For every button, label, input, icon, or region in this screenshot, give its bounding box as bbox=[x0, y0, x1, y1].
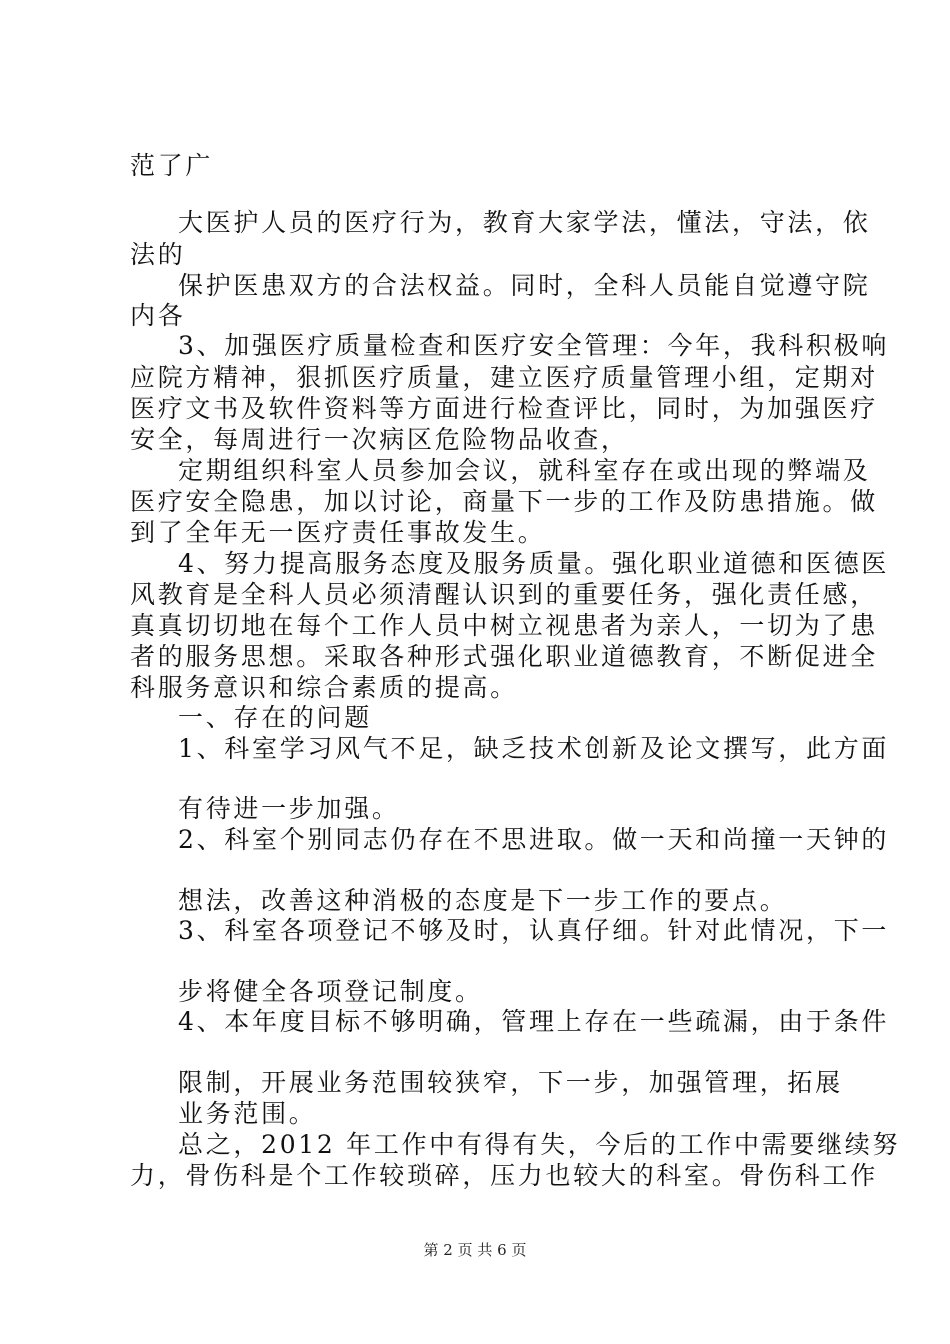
text-line: 应院方精神，狠抓医疗质量，建立医疗质量管理小组，定期对 bbox=[130, 363, 878, 392]
text-line: 想法，改善这种消极的态度是下一步工作的要点。 bbox=[178, 886, 788, 915]
page-number-footer: 第 2 页 共 6 页 bbox=[423, 1241, 527, 1259]
text-line: 医疗文书及软件资料等方面进行检查评比，同时，为加强医疗 bbox=[130, 394, 878, 423]
text-line: 1、科室学习风气不足，缺乏技术创新及论文撰写，此方面 bbox=[178, 734, 890, 763]
text-line: 定期组织科室人员参加会议，就科室存在或出现的弊端及 bbox=[178, 456, 871, 485]
text-line: 有待进一步加强。 bbox=[178, 794, 400, 823]
text-line: 真真切切地在每个工作人员中树立视患者为亲人，一切为了患 bbox=[130, 611, 878, 640]
text-line: 3、加强医疗质量检查和医疗安全管理：今年，我科积极响 bbox=[178, 331, 890, 360]
text-line: 限制，开展业务范围较狭窄，下一步，加强管理，拓展 bbox=[178, 1068, 843, 1097]
text-line: 力，骨伤科是个工作较琐碎，压力也较大的科室。骨伤科工作 bbox=[130, 1161, 878, 1190]
text-line: 医疗安全隐患，加以讨论，商量下一步的工作及防患措施。做 bbox=[130, 487, 878, 516]
text-line: 风教育是全科人员必须清醒认识到的重要任务，强化责任感， bbox=[130, 580, 878, 609]
text-line: 4、本年度目标不够明确，管理上存在一些疏漏，由于条件 bbox=[178, 1007, 890, 1036]
text-line: 者的服务思想。采取各种形式强化职业道德教育，不断促进全 bbox=[130, 642, 878, 671]
text-line: 科服务意识和综合素质的提高。 bbox=[130, 673, 518, 702]
text-line: 安全，每周进行一次病区危险物品收查， bbox=[130, 425, 629, 454]
section-heading: 一、存在的问题 bbox=[178, 703, 372, 732]
text-line: 3、科室各项登记不够及时，认真仔细。针对此情况，下一 bbox=[178, 916, 890, 945]
text-line: 2、科室个别同志仍存在不思进取。做一天和尚撞一天钟的 bbox=[178, 825, 890, 854]
text-line: 业务范围。 bbox=[178, 1099, 317, 1128]
text-line: 大医护人员的医疗行为，教育大家学法，懂法，守法，依 bbox=[178, 208, 871, 237]
text-line: 到了全年无一医疗责任事故发生。 bbox=[130, 518, 546, 547]
text-line: 4、努力提高服务态度及服务质量。强化职业道德和医德医 bbox=[178, 549, 890, 578]
text-line: 保护医患双方的合法权益。同时，全科人员能自觉遵守院 bbox=[178, 271, 871, 300]
text-line: 法的 bbox=[130, 240, 186, 269]
text-line: 范了广 bbox=[130, 151, 214, 180]
text-line: 内各 bbox=[130, 301, 186, 330]
text-line: 步将健全各项登记制度。 bbox=[178, 977, 483, 1006]
text-line: 总之，2012 年工作中有得有失，今后的工作中需要继续努 bbox=[178, 1130, 901, 1159]
